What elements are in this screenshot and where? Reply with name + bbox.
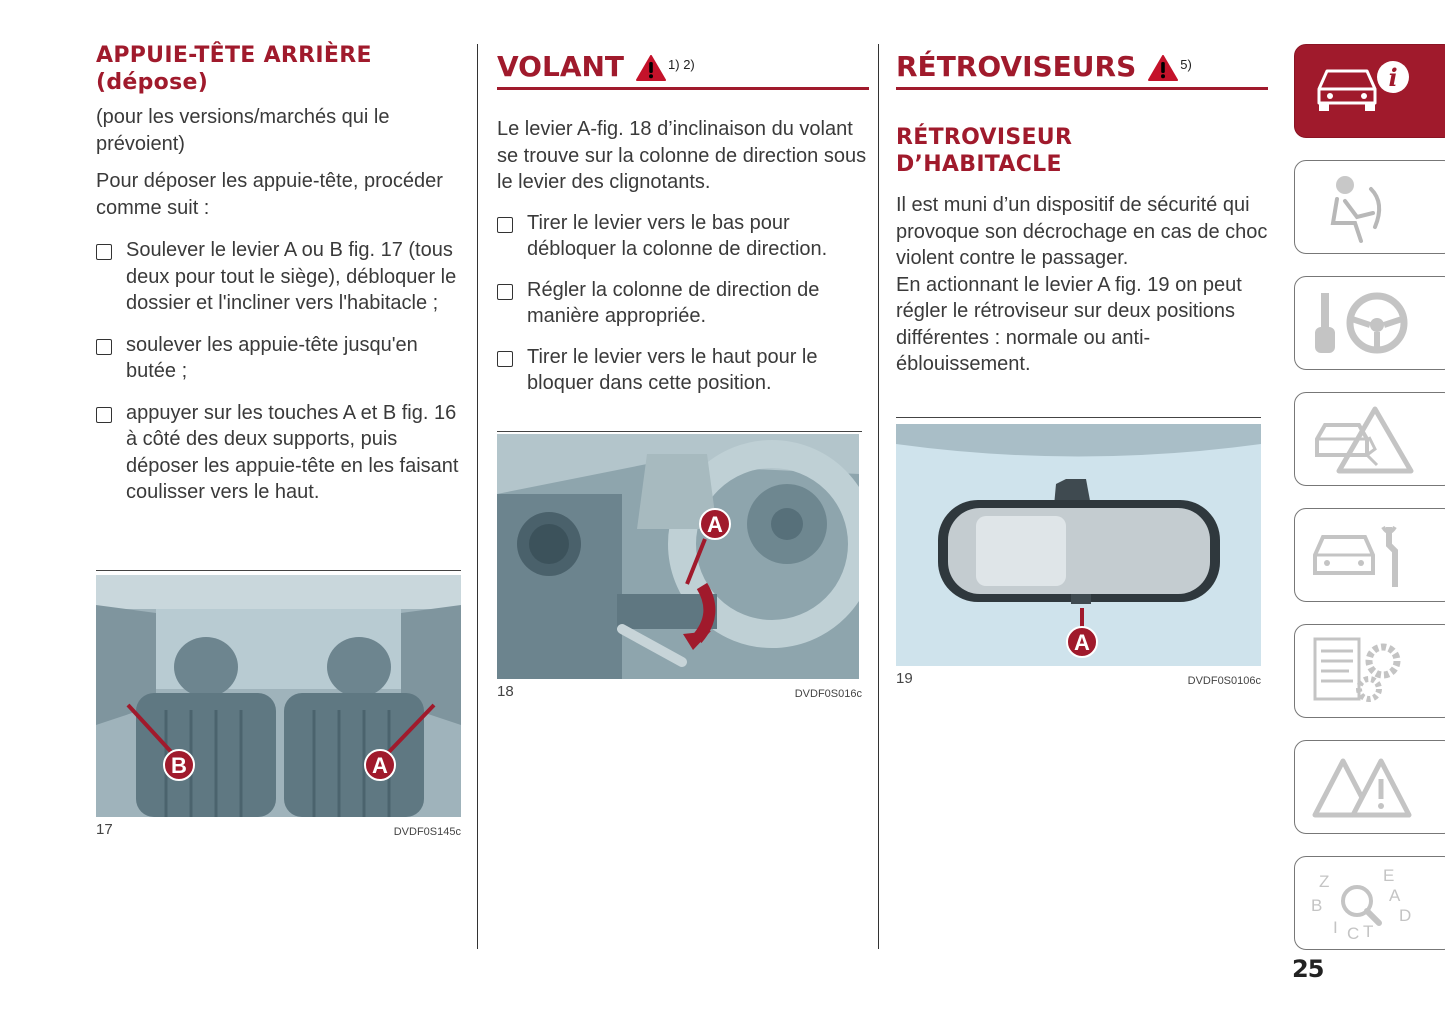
figure-code: DVDF0S016c (794, 688, 862, 700)
list-item (96, 237, 466, 317)
list-item-text: Tirer le levier vers le bas pour débloquer la colonne de direction. (527, 211, 828, 260)
list-item-text: appuyer sur les touches A et B fig. 16 à côté des deux supports, puis déposer les appuie-tête en les faisant coulisser vers le haut. (126, 401, 459, 503)
callout-a: A (707, 512, 723, 537)
index-letter: I (1333, 918, 1338, 937)
warning-triangles-icon (1309, 747, 1419, 827)
figure-18 (497, 431, 862, 700)
column-mirrors (896, 48, 1268, 378)
section-heading-headrests: APPUIE-TÊTE ARRIÈRE (dépose) (96, 43, 372, 95)
warning-triangle-icon (636, 55, 666, 81)
index-letter: A (1389, 886, 1401, 905)
footnote-refs: 1) 2) (668, 57, 695, 72)
list-item-text: Régler la colonne de direction de manière appropriée. (527, 278, 820, 327)
tab-emergency[interactable] (1294, 392, 1445, 486)
tab-technical-data[interactable] (1294, 624, 1445, 718)
car-crash-warning-icon (1309, 399, 1419, 479)
subheading-interior-mirror: RÉTROVISEUR D’HABITACLE (896, 125, 1073, 177)
tab-vehicle-info[interactable] (1294, 44, 1445, 138)
warning-triangle-icon (1148, 55, 1178, 81)
list-item-text: soulever les appuie-tête jusqu'en butée ; (126, 333, 418, 382)
figure-number: 19 (896, 670, 913, 687)
title-text: RÉTROVISEURS (896, 50, 1137, 83)
list-item (96, 400, 466, 506)
callout-b: B (171, 753, 187, 778)
checkbox-bullet-icon (497, 284, 513, 300)
paragraph-versions: (pour les versions/marchés qui le prévoient) (96, 106, 390, 155)
list-item-text: Tirer le levier vers le haut pour le bloquer dans cette position. (527, 345, 818, 394)
specs-gears-icon (1309, 631, 1419, 711)
checkbox-bullet-icon (96, 339, 112, 355)
car-info-icon (1305, 51, 1425, 131)
section-title-steering (497, 48, 869, 84)
tab-starting-driving[interactable] (1294, 276, 1445, 370)
list-item (497, 344, 869, 397)
index-letter: B (1311, 896, 1323, 915)
figure-19 (896, 417, 1261, 687)
figure-number: 18 (497, 683, 514, 700)
column-headrests (96, 42, 466, 506)
index-letter: D (1399, 906, 1412, 925)
steering-column-illustration (497, 434, 859, 679)
column-divider (878, 44, 879, 949)
index-letter: E (1383, 866, 1395, 885)
figure-code: DVDF0S0106c (1187, 675, 1261, 687)
index-letter: T (1363, 922, 1374, 941)
paragraph-safety-device: Il est muni d’un dispositif de sécurité qui provoque son décrochage en cas de choc violent contre le passager. (896, 194, 1268, 269)
column-divider (477, 44, 478, 949)
tab-maintenance[interactable] (1294, 508, 1445, 602)
tab-index[interactable] (1294, 856, 1445, 950)
svg-text:i: i (1388, 63, 1398, 92)
rearview-mirror-illustration (896, 424, 1261, 666)
callout-a: A (372, 753, 388, 778)
page-number: 25 (1292, 955, 1324, 983)
index-letter: C (1347, 924, 1360, 943)
checkbox-bullet-icon (497, 217, 513, 233)
checkbox-bullet-icon (497, 351, 513, 367)
list-item (497, 210, 869, 263)
checkbox-bullet-icon (96, 407, 112, 423)
paragraph-procedure-intro: Pour déposer les appuie-tête, procéder comme suit : (96, 170, 443, 219)
figure-number: 17 (96, 821, 113, 838)
paragraph-lever-adjust: En actionnant le levier A fig. 19 on peut régler le rétroviseur sur deux positions différentes : normale ou anti-éblouissement. (896, 273, 1242, 375)
tab-safety[interactable] (1294, 160, 1445, 254)
list-item (96, 332, 466, 385)
callout-a: A (1074, 630, 1090, 655)
figure-code: DVDF0S145c (393, 826, 461, 838)
rear-seats-illustration (96, 575, 461, 817)
key-steering-wheel-icon (1311, 283, 1421, 363)
car-maintenance-icon (1309, 515, 1419, 595)
list-item-text: Soulever le levier A ou B fig. 17 (tous deux pour tout le siège), débloquer le dossier et l'incliner vers l'habitacle ; (126, 239, 457, 314)
checkbox-bullet-icon (96, 244, 112, 260)
column-steering-wheel (497, 48, 869, 397)
title-text: VOLANT (497, 50, 625, 83)
list-item (497, 277, 869, 330)
airbag-safety-icon (1315, 167, 1415, 247)
alphabetical-index-icon (1303, 861, 1423, 945)
figure-17 (96, 570, 461, 838)
tab-warnings[interactable] (1294, 740, 1445, 834)
footnote-refs: 5) (1180, 57, 1192, 72)
index-letter: Z (1319, 872, 1330, 891)
paragraph-lever-location: Le levier A-fig. 18 d’inclinaison du volant se trouve sur la colonne de direction sous le levier des clignotants. (497, 118, 867, 193)
section-title-mirrors (896, 48, 1268, 84)
